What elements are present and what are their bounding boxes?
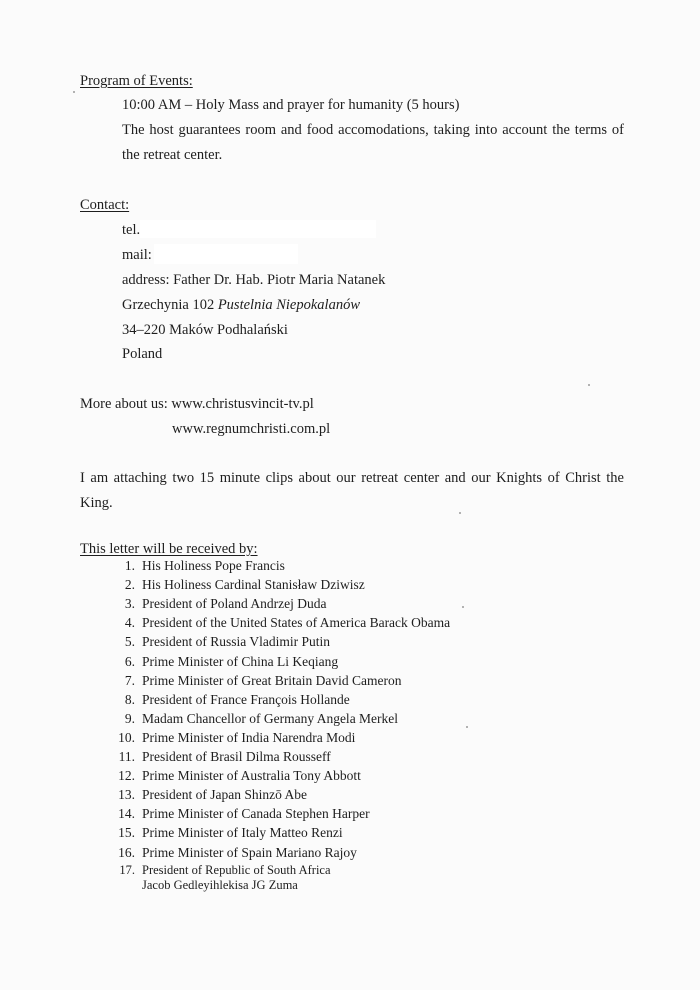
recipient-name: His Holiness Pope Francis (142, 558, 285, 573)
recipients-heading: This letter will be received by: (80, 541, 258, 557)
contact-mail-label: mail: (122, 247, 152, 263)
program-heading: Program of Events: (80, 73, 193, 89)
redacted-tel (140, 220, 376, 238)
scan-speck (459, 512, 461, 514)
scan-speck (73, 91, 75, 93)
contact-heading: Contact: (80, 197, 130, 213)
recipient-number: 9. (124, 710, 135, 726)
recipient-name-line2: Jacob Gedleyihlekisa JG Zuma (142, 878, 298, 892)
recipient-name: Prime Minister of India Narendra Modi (142, 729, 356, 745)
recipient-number: 14. (118, 806, 135, 822)
attach-line-1-text: I am attaching two 15 minute clips about our retreat center and our Knights of Christ the (80, 470, 624, 486)
redacted-mail (154, 244, 298, 264)
recipient-name: His Holiness Cardinal Stanisław Dziwisz (142, 577, 365, 593)
contact-street-plain: Grzechynia 102 (122, 297, 218, 313)
contact-street (122, 296, 360, 314)
recipient-name: President of Russia Vladimir Putin (142, 634, 330, 650)
more-about-label: More about us: (80, 396, 172, 412)
contact-street-italic: Pustelnia Niepokalanów (217, 297, 360, 313)
recipient-name: Prime Minister of Australia Tony Abbott (142, 768, 361, 784)
recipient-number: 10. (118, 729, 135, 745)
recipient-name-line1: President of Republic of South Africa (142, 863, 331, 877)
recipient-number: 8. (124, 691, 135, 707)
attach-line-1 (80, 469, 624, 487)
recipient-name: Prime Minister of Italy Matteo Renzi (142, 825, 343, 841)
recipient-number: 11. (118, 749, 135, 764)
attach-line-2: King. (80, 495, 113, 511)
recipient-number: 7. (124, 672, 135, 688)
recipient-number: 1. (124, 558, 135, 573)
recipient-name: Prime Minister of Canada Stephen Harper (142, 806, 370, 822)
program-line-host-cont: the retreat center. (122, 147, 223, 163)
recipient-number: 6. (124, 653, 135, 669)
contact-country: Poland (122, 346, 163, 362)
recipient-number: 16. (118, 844, 135, 860)
recipient-name: President of the United States of America Barack Obama (142, 615, 451, 631)
website-link-1[interactable]: www.christusvincit-tv.pl (171, 396, 314, 412)
recipient-number: 13. (118, 787, 135, 803)
recipient-name: Prime Minister of China Li Keqiang (142, 653, 339, 669)
scan-speck (588, 384, 590, 386)
contact-tel-label: tel. (122, 222, 141, 238)
recipient-number: 12. (118, 768, 135, 784)
scan-speck (462, 606, 464, 608)
program-line-mass: 10:00 AM – Holy Mass and prayer for humanity (5 hours) (122, 97, 460, 113)
recipient-number: 3. (124, 596, 135, 612)
recipient-number: 17. (119, 863, 135, 877)
recipient-number: 5. (124, 634, 135, 650)
contact-postal: 34–220 Maków Podhalański (122, 322, 288, 338)
website-link-2[interactable]: www.regnumchristi.com.pl (172, 421, 331, 437)
recipient-name: President of Poland Andrzej Duda (142, 596, 327, 612)
recipient-number: 2. (124, 577, 135, 593)
program-line-host-text: The host guarantees room and food accomodations, taking into account the terms of (122, 122, 624, 138)
program-line-host (122, 121, 624, 139)
recipient-number: 4. (124, 615, 135, 631)
scan-speck (466, 726, 468, 728)
recipient-name: Madam Chancellor of Germany Angela Merkel (142, 710, 399, 726)
contact-address: address: Father Dr. Hab. Piotr Maria Natanek (122, 272, 386, 288)
recipient-name: Prime Minister of Spain Mariano Rajoy (142, 844, 357, 860)
recipient-number: 15. (118, 825, 135, 841)
recipient-name: President of France François Hollande (142, 691, 350, 707)
recipient-name: President of Brasil Dilma Rousseff (142, 749, 331, 764)
recipient-name: President of Japan Shinzō Abe (142, 787, 307, 803)
recipient-name: Prime Minister of Great Britain David Cameron (142, 672, 402, 688)
more-about-line (80, 395, 314, 413)
